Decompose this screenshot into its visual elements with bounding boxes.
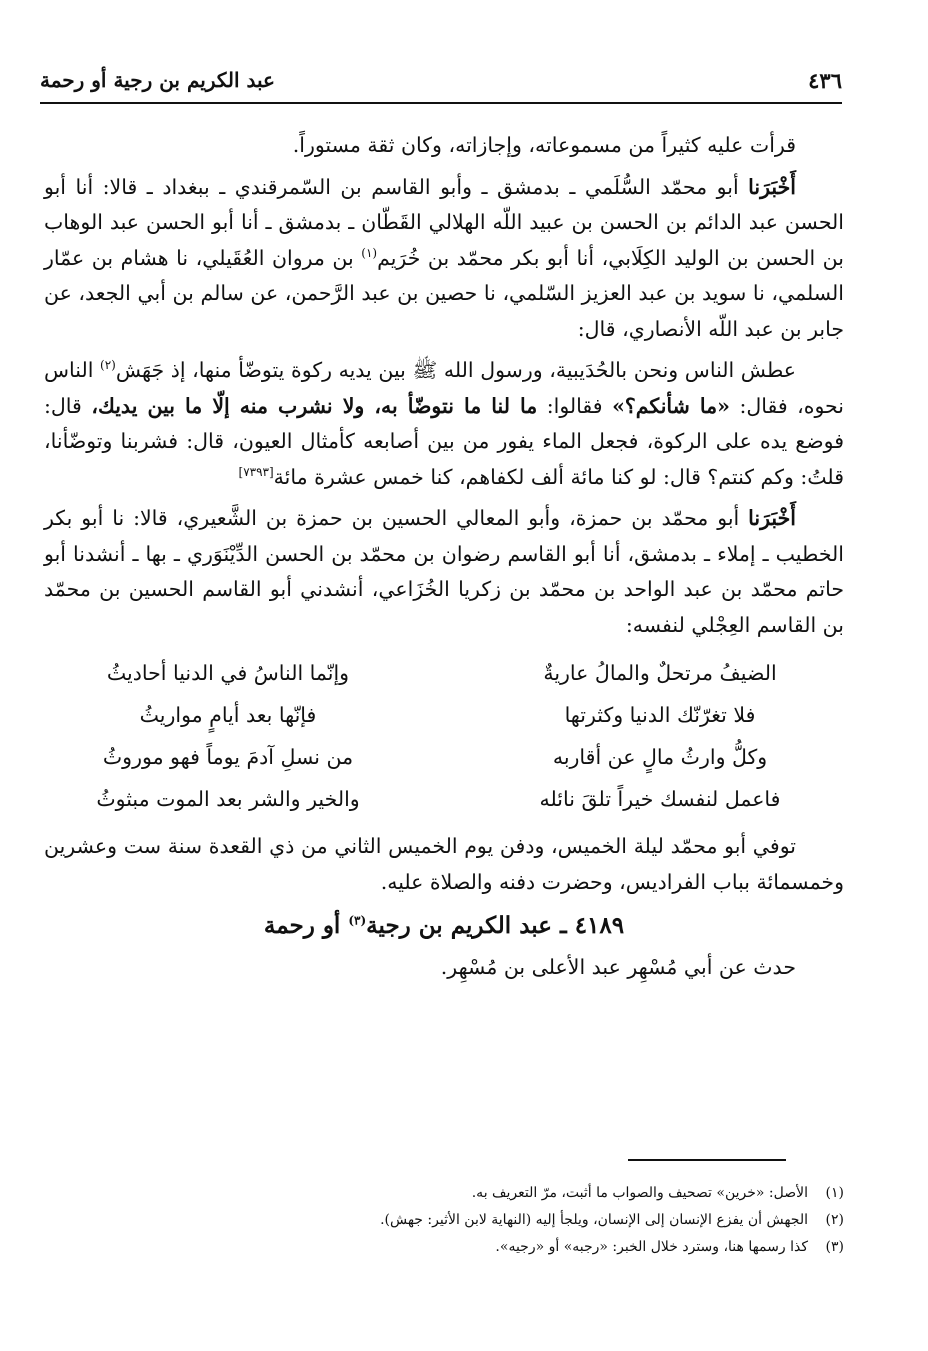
footnote-item	[44, 1180, 844, 1207]
verse-first-hemistich: فلا تغرّنّك الدنيا وكثرتها	[564, 703, 756, 728]
hadith-text-d: ما لنا ما نتوضّأ به، ولا نشرب منه إلّا ما بين يديك،	[91, 393, 538, 418]
paragraph-6: حدث عن أبي مُسْهِر عبد الأعلى بن مُسْهِر.	[440, 954, 796, 979]
footnote-ref-2[interactable]: (٢)	[100, 358, 116, 373]
verse-second-hemistich: فإنّها بعد أيامٍ مواريثُ	[139, 703, 317, 728]
paragraph-4-text: أبو محمّد بن حمزة، وأبو المعالي الحسين بن حمزة بن الشَّعيري، قالا: نا أبو بكر الخطيب ـ إملاء ـ بدمشق، أنا أبو القاسم رضوان بن محمّد بن الحسن الدِّيْنَوَري ـ بها ـ أنشدنا أبو حاتم محمّد بن عبد الواحد بن محمّد بن زكريا الخُزَاعي، أنشدني أبو القاسم الحسين بن محمّد بن القاسم العِجْلي لنفسه:	[44, 506, 844, 637]
poem	[44, 653, 844, 821]
page-header	[40, 58, 842, 104]
hadith-paragraph	[44, 353, 844, 495]
page-body	[44, 128, 844, 991]
poem-verse	[44, 779, 844, 821]
footnote-text: الأصل: «خرين» تصحيف والصواب ما أثبت، مرّ التعريف به.	[471, 1185, 808, 1201]
paragraph-5: توفي أبو محمّد ليلة الخميس، ودفن يوم الخميس الثاني من ذي القعدة سنة ست وعشرين وخمسمائة بباب الفراديس، وحضرت دفنه والصلاة عليه.	[44, 834, 844, 894]
hadith-ref-number: [٧٣٩٣]	[238, 464, 274, 479]
running-title: عبد الكريم بن رجية أو رحمة	[40, 68, 275, 92]
footnote-text: الجهش أن يفزع الإنسان إلى الإنسان، ويلجأ إليه (النهاية لابن الأثير: جهش).	[380, 1212, 808, 1228]
akhbarana-lead-2: أَخْبَرَنا	[748, 506, 796, 530]
hadith-text-a: عطش الناس ونحن بالحُدَيبية، ورسول الله ﷺ بين يديه ركوة يتوضّأ منها، إذ جَهَش	[115, 358, 796, 382]
paragraph-2-text-b: بن مروان العُقَيلي، نا هشام بن عمّار السلمي، نا سويد بن عبد العزيز السّلمي، نا حصين بن عبد الرَّحمن، عن سالم بن أبي الجعد، عن جابر بن عبد اللّه الأنصاري، قال:	[44, 245, 844, 341]
hadith-quote: «ما شأنكم؟»	[612, 393, 730, 418]
paragraph-1: قرأت عليه كثيراً من مسموعاته، وإجازاته، وكان ثقة مستوراً.	[292, 133, 796, 157]
akhbarana-lead: أَخْبَرَنا	[748, 174, 796, 199]
hadith-text-c: فقالوا:	[546, 393, 603, 418]
verse-second-hemistich: والخير والشر بعد الموت مبثوثُ	[96, 787, 360, 812]
footnote-number: (١)	[825, 1185, 844, 1201]
biography-name-alt: أو رحمة	[263, 912, 341, 939]
biography-heading	[44, 908, 844, 944]
page-number: ٤٣٦	[808, 67, 842, 93]
verse-first-hemistich: الضيفُ مرتحلٌ والمالُ عاريةٌ	[543, 661, 777, 686]
paragraph-2	[44, 170, 844, 348]
verse-first-hemistich: وكلُّ وارثُ مالٍ عن أقاربه	[552, 745, 768, 770]
poem-verse	[44, 737, 844, 779]
paragraph-4	[44, 501, 844, 643]
footnote-text: كذا رسمها هنا، وسترد خلال الخبر: «رجبه» أو «رجيه».	[495, 1239, 808, 1255]
verse-second-hemistich: من نسلِ آدمَ يوماً فهو موروثُ	[102, 745, 354, 770]
verse-second-hemistich: وإنّما الناسُ في الدنيا أحاديثُ	[106, 661, 350, 686]
biography-name: ـ عبد الكريم بن رجية	[366, 912, 567, 939]
hadith-text-e: قال: فوضع يده على الركوة، فجعل الماء يفور من بين أصابعه كأمثال العيون، قال: فشربنا وتوضّأنا، قلتُ: وكم كنتم؟ قال: لو كنا مائة ألف لكفاهم، كنا خمس عشرة مائة	[44, 393, 844, 489]
paragraph-2-text-a: أبو محمّد السُّلَمي ـ بدمشق ـ وأبو القاسم بن السّمرقندي ـ ببغداد ـ قالا: أنا أبو الحسن عبد الدائم بن الحسن بن عبيد اللّه الهلالي القَطّان ـ بدمشق ـ أنا أبو الحسن عبد الوهاب بن الحسن بن الوليد الكِلَابي، أنا أبو بكر محمّد بن خُرَيم	[44, 174, 844, 270]
footnotes	[44, 1180, 844, 1261]
footnote-ref-3[interactable]: (٣)	[348, 913, 367, 928]
poem-verse	[44, 695, 844, 737]
footnote-divider	[628, 1159, 786, 1161]
footnote-item	[44, 1234, 844, 1261]
footnote-number: (٣)	[825, 1239, 844, 1255]
footnote-ref-1[interactable]: (١)	[361, 245, 378, 260]
footnote-item	[44, 1207, 844, 1234]
footnote-number: (٢)	[825, 1212, 844, 1228]
verse-first-hemistich: فاعمل لنفسك خيراً تلقَ نائله	[539, 787, 781, 812]
hadith-text-b: الناس نحوه، فقال:	[44, 358, 844, 418]
biography-number: ٤١٨٩	[574, 912, 625, 939]
poem-verse	[44, 653, 844, 695]
